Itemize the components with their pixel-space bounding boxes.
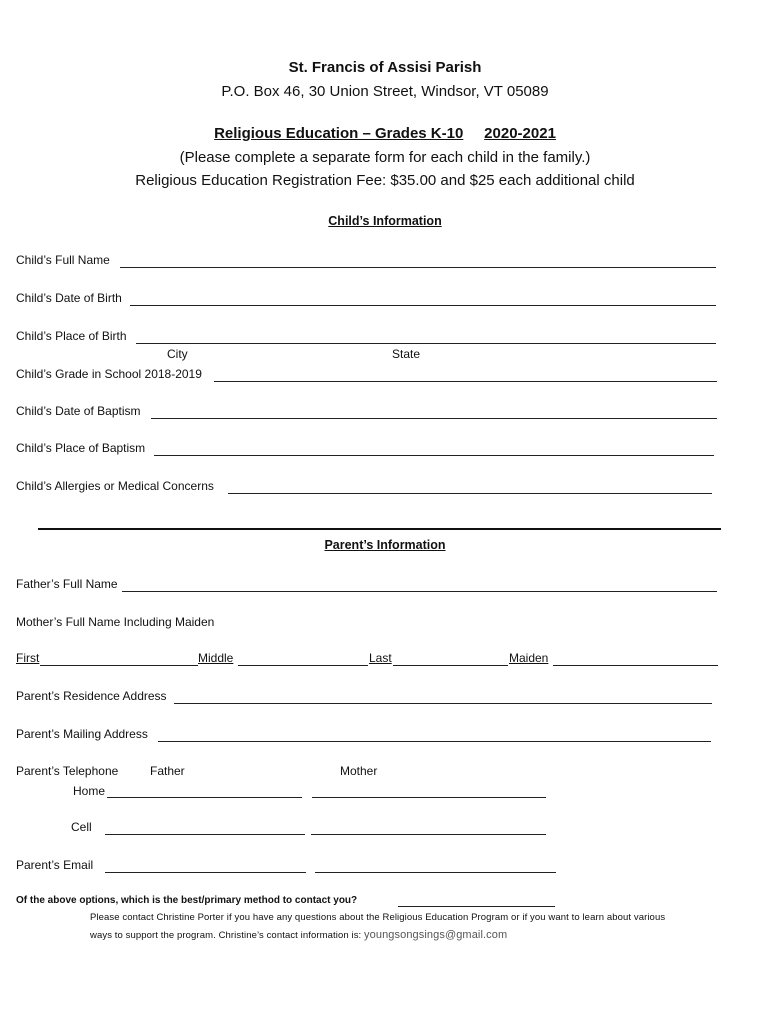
- registration-fee: Religious Education Registration Fee: $35.00 and $25 each additional child: [135, 172, 635, 189]
- mother-name-label: Mother’s Full Name Including Maiden: [16, 615, 215, 629]
- email-label: Parent’s Email: [16, 858, 94, 872]
- mother-email-field[interactable]: [315, 872, 556, 873]
- father-name-label: Father’s Full Name: [16, 577, 118, 591]
- mother-cell-phone-field[interactable]: [311, 834, 546, 835]
- mother-maiden-field[interactable]: [553, 665, 718, 666]
- baptism-place-label: Child’s Place of Baptism: [16, 441, 146, 455]
- mother-first-field[interactable]: [40, 665, 198, 666]
- section-divider: [38, 528, 721, 530]
- baptism-place-field[interactable]: [154, 455, 714, 456]
- program-title: [0, 125, 770, 142]
- allergies-field[interactable]: [228, 493, 712, 494]
- last-name-label: Last: [369, 651, 392, 665]
- state-label: State: [392, 347, 421, 361]
- baptism-date-label: Child’s Date of Baptism: [16, 404, 141, 418]
- mailing-address-field[interactable]: [158, 741, 711, 742]
- parish-address: P.O. Box 46, 30 Union Street, Windsor, VT 05089: [221, 83, 549, 100]
- form-note: (Please complete a separate form for each child in the family.): [179, 149, 591, 166]
- child-dob-field[interactable]: [130, 305, 716, 306]
- contact-info-line2: [90, 929, 507, 941]
- first-name-label: First: [16, 651, 40, 665]
- child-section-title: Child’s Information: [328, 214, 442, 228]
- maiden-name-label: Maiden: [509, 651, 549, 665]
- allergies-label: Child’s Allergies or Medical Concerns: [16, 479, 214, 493]
- telephone-label: Parent’s Telephone: [16, 764, 119, 778]
- contact-info-line1: Please contact Christine Porter if you have any questions about the Religious Education Program or if you want to learn about various: [90, 912, 666, 923]
- mother-home-phone-field[interactable]: [312, 797, 546, 798]
- child-pob-label: Child’s Place of Birth: [16, 329, 127, 343]
- residence-address-field[interactable]: [174, 703, 712, 704]
- middle-name-label: Middle: [198, 651, 234, 665]
- father-home-phone-field[interactable]: [107, 797, 302, 798]
- father-email-field[interactable]: [105, 872, 306, 873]
- contact-method-field[interactable]: [398, 906, 555, 907]
- contact-info-text: ways to support the program. Christine’s contact information is:: [90, 930, 362, 941]
- child-full-name-field[interactable]: [120, 267, 716, 268]
- contact-email-link[interactable]: youngsongsings@gmail.com: [364, 929, 508, 941]
- mailing-address-label: Parent’s Mailing Address: [16, 727, 148, 741]
- mother-column-label: Mother: [340, 764, 378, 778]
- child-grade-field[interactable]: [214, 381, 717, 382]
- program-year: 2020-2021: [484, 125, 556, 142]
- child-full-name-label: Child’s Full Name: [16, 253, 110, 267]
- program-name: Religious Education – Grades K-10: [214, 125, 464, 142]
- residence-address-label: Parent’s Residence Address: [16, 689, 167, 703]
- child-grade-label: Child’s Grade in School 2018-2019: [16, 367, 202, 381]
- child-pob-field[interactable]: [136, 343, 716, 344]
- contact-method-question: Of the above options, which is the best/primary method to contact you?: [16, 895, 358, 906]
- parent-section-title: Parent’s Information: [324, 538, 446, 552]
- father-column-label: Father: [150, 764, 185, 778]
- baptism-date-field[interactable]: [151, 418, 717, 419]
- parish-name: St. Francis of Assisi Parish: [288, 59, 482, 76]
- mother-last-field[interactable]: [393, 665, 508, 666]
- home-phone-label: Home: [73, 784, 106, 798]
- city-label: City: [167, 347, 188, 361]
- father-name-field[interactable]: [122, 591, 717, 592]
- father-cell-phone-field[interactable]: [105, 834, 305, 835]
- cell-phone-label: Cell: [71, 820, 92, 834]
- mother-middle-field[interactable]: [238, 665, 368, 666]
- child-dob-label: Child’s Date of Birth: [16, 291, 122, 305]
